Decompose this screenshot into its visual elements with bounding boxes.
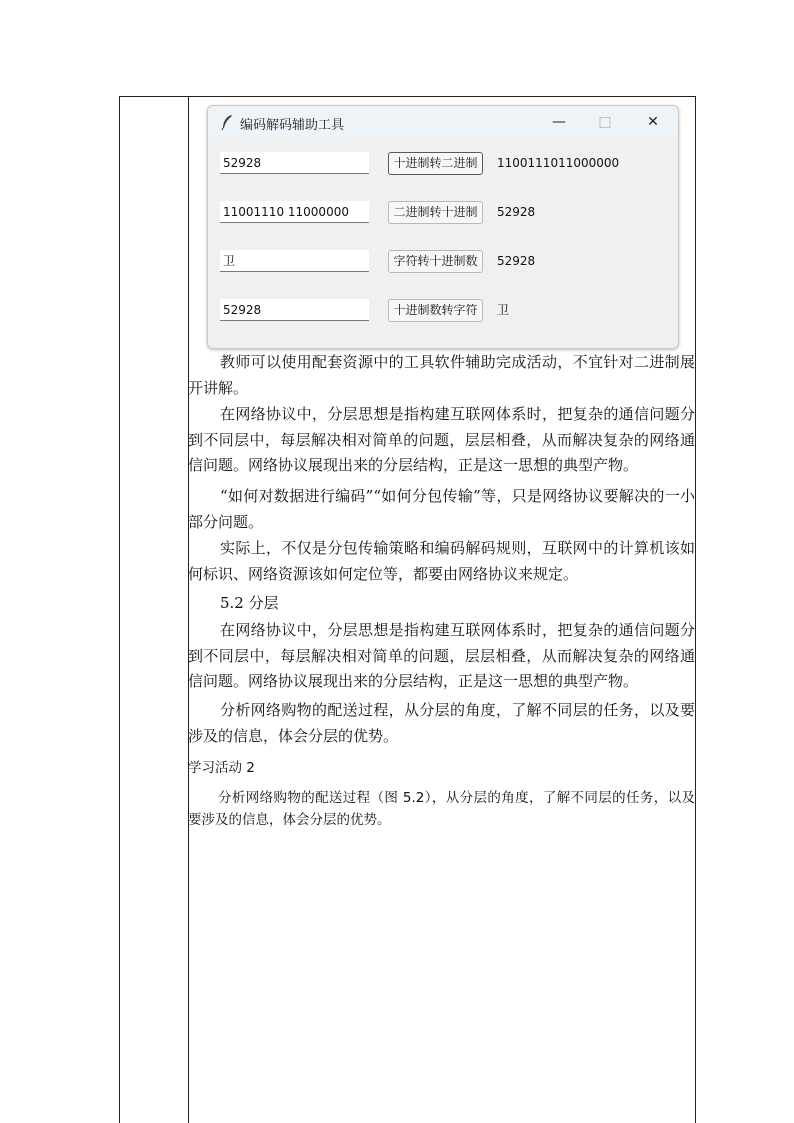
minimize-button[interactable]: — (552, 114, 566, 130)
window-titlebar[interactable] (208, 106, 678, 138)
paragraph-layering-idea-repeat: 在网络协议中，分层思想是指构建互联网体系时，把复杂的通信问题分到不同层中，每层解决相对简单的问题，层层相叠，从而解决复杂的网络通信问题。网络协议展现出来的分层结构，正是这一思想的典型产物。 (188, 621, 695, 690)
paragraph-protocol-problems: “如何对数据进行编码”“如何分包传输”等，只是网络协议要解决的一小部分问题。 (188, 487, 695, 531)
feather-icon (220, 114, 234, 130)
char-code-result: 52928 (497, 254, 536, 268)
table-top-border (119, 96, 696, 97)
activity-text: 分析网络购物的配送过程（图 5.2），从分层的角度，了解不同层的任务，以及要涉及的信息，体会分层的优势。 (188, 790, 695, 828)
paragraph-teacher-note: 教师可以使用配套资源中的工具软件辅助完成活动，不宜针对二进制展开讲解。 (188, 353, 695, 397)
paragraph-shopping-analysis: 分析网络购物的配送过程，从分层的角度，了解不同层的任务，以及要涉及的信息，体会分层的优势。 (188, 701, 695, 745)
decimal-to-char-button[interactable]: 十进制数转字符 (388, 299, 483, 322)
paragraph-layering-idea: 在网络协议中，分层思想是指构建互联网体系时，把复杂的通信问题分到不同层中，每层解决相对简单的问题，层层相叠，从而解决复杂的网络通信问题。网络协议展现出来的分层结构，正是这一思想的典型产物。 (188, 405, 695, 474)
binary-to-decimal-button[interactable]: 二进制转十进制 (388, 201, 483, 224)
decimal-to-binary-button[interactable]: 十进制转二进制 (388, 152, 483, 175)
maximize-button[interactable]: □ (598, 114, 612, 130)
character-input[interactable]: 卫 (220, 250, 369, 272)
table-right-border (695, 96, 696, 1123)
activity-title: 学习活动 2 (188, 760, 255, 776)
decimal-code-input[interactable]: 52928 (220, 299, 369, 321)
decimal-input[interactable]: 52928 (220, 152, 369, 174)
binary-input[interactable]: 11001110 11000000 (220, 201, 369, 223)
binary-result: 1100111011000000 (497, 156, 620, 170)
encode-decode-tool-window (207, 105, 679, 349)
table-left-border (119, 96, 120, 1123)
section-heading: 5.2 分层 (220, 594, 279, 612)
close-button[interactable]: ✕ (647, 114, 659, 130)
paragraph-protocol-rules: 实际上，不仅是分包传输策略和编码解码规则，互联网中的计算机该如何标识、网络资源该如何定位等，都要由网络协议来规定。 (188, 539, 695, 583)
char-to-decimal-button[interactable]: 字符转十进制数 (388, 250, 483, 273)
char-result: 卫 (497, 303, 510, 317)
window-title: 编码解码辅助工具 (240, 118, 345, 133)
decimal-result: 52928 (497, 205, 536, 219)
table-column-divider (188, 96, 189, 1123)
